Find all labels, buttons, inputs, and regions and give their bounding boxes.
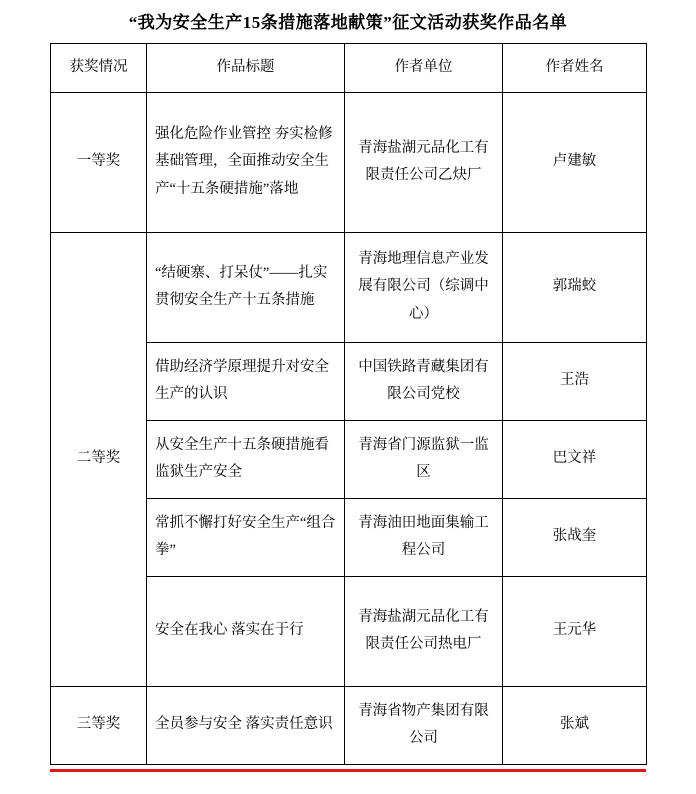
award-table-wrapper [50, 43, 646, 765]
cell-author: 巴文祥 [503, 420, 647, 498]
header-org: 作者单位 [345, 44, 503, 93]
header-author: 作者姓名 [503, 44, 647, 93]
table-row [51, 686, 647, 764]
page-title: “我为安全生产15条措施落地献策”征文活动获奖作品名单 [128, 13, 568, 32]
cell-title: 安全在我心 落实在于行 [147, 576, 345, 686]
cell-org: 青海省物产集团有限公司 [345, 686, 503, 764]
table-header-row [51, 44, 647, 93]
table-header [51, 44, 647, 93]
cell-org: 中国铁路青藏集团有限公司党校 [345, 342, 503, 420]
cell-author: 王元华 [503, 576, 647, 686]
cell-org: 青海地理信息产业发展有限公司（综调中心） [345, 232, 503, 342]
cell-author: 王浩 [503, 342, 647, 420]
header-rank: 获奖情况 [51, 44, 147, 93]
cell-rank: 三等奖 [51, 686, 147, 764]
cell-title: “结硬寨、打呆仗”——扎实贯彻安全生产十五条措施 [147, 232, 345, 342]
cell-org: 青海盐湖元品化工有限责任公司乙炔厂 [345, 92, 503, 232]
cell-title: 全员参与安全 落实责任意识 [147, 686, 345, 764]
cell-author: 郭瑞蛟 [503, 232, 647, 342]
cell-org: 青海盐湖元品化工有限责任公司热电厂 [345, 576, 503, 686]
cell-org: 青海省门源监狱一监区 [345, 420, 503, 498]
award-table [50, 43, 647, 765]
cell-org: 青海油田地面集输工程公司 [345, 498, 503, 576]
table-row [51, 232, 647, 342]
table-body [51, 92, 647, 764]
cell-rank: 一等奖 [51, 92, 147, 232]
cell-author: 张斌 [503, 686, 647, 764]
cell-rank: 二等奖 [51, 232, 147, 686]
header-title: 作品标题 [147, 44, 345, 93]
cell-title: 从安全生产十五条硬措施看监狱生产安全 [147, 420, 345, 498]
cell-title: 借助经济学原理提升对安全生产的认识 [147, 342, 345, 420]
cell-author: 张战奎 [503, 498, 647, 576]
red-underline-rule [50, 769, 646, 772]
cell-title: 强化危险作业管控 夯实检修基础管理，全面推动安全生产“十五条硬措施”落地 [147, 92, 345, 232]
table-row [51, 92, 647, 232]
cell-author: 卢建敏 [503, 92, 647, 232]
cell-title: 常抓不懈打好安全生产“组合拳” [147, 498, 345, 576]
